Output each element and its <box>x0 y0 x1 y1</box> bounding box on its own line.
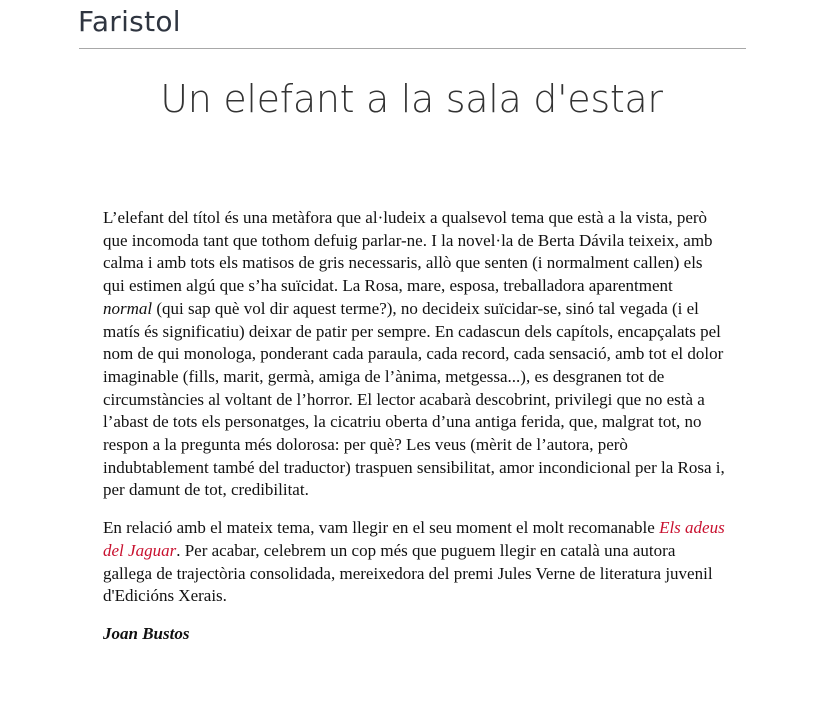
article-author <box>103 623 725 646</box>
emphasis-normal: normal <box>103 298 153 318</box>
paragraph-2-text-start: En relació amb el mateix tema, vam llegir en el seu moment el molt recomanable <box>103 518 660 538</box>
article-body <box>103 207 725 646</box>
article-paragraph-2 <box>103 517 725 608</box>
book-link-els-adeus-del-jaguar[interactable]: Els adeus del Jaguar <box>103 518 725 560</box>
site-logo[interactable]: Faristol <box>78 5 181 38</box>
author-name: Joan Bustos <box>103 623 190 643</box>
paragraph-1-text-start: L’elefant del títol és una metàfora que al·ludeix a qualsevol tema que està a la vista, però que incomoda tant que tothom defuig parlar-ne. I la novel·la de Berta Dávila teixeix, amb calma i amb tots els matisos de gris necessaris, allò que senten (i normalment callen) els qui estimen algú que s’ha suïcidat. La Rosa, mare, esposa, treballadora aparentment <box>103 208 713 296</box>
article-paragraph-1 <box>103 207 725 502</box>
header-divider <box>79 48 746 49</box>
paragraph-2-text-end: . Per acabar, celebrem un cop més que puguem llegir en català una autora gallega de trajectòria consolidada, mereixedora del premi Jules Verne de literatura juvenil d'Edicións Xerais. <box>103 540 713 606</box>
paragraph-1-text-end: (qui sap què vol dir aquest terme?), no decideix suïcidar-se, sinó tal vegada (i el matís és significatiu) deixar de patir per sempre. En cadascun dels capítols, encapçalats pel nom de qui monologa, ponderant cada paraula, cada record, cada sensació, amb tot el dolor imaginable (fills, marit, germà, amiga de l’ànima, metgessa...), es desgranen tot de circumstàncies al voltant de l’horror. El lector acabarà descobrint, privilegi que no està a l’abast de tots els personatges, la cicatriu oberta d’una antiga ferida, que, malgrat tot, no respon a la pregunta més dolorosa: per què? Les veus (mèrit de l’autora, però indubtablement també del traductor) traspuen sensibilitat, amor incondicional per la Rosa i, per damunt de tot, credibilitat. <box>103 298 725 500</box>
article-title: Un elefant a la sala d'estar <box>160 77 663 121</box>
